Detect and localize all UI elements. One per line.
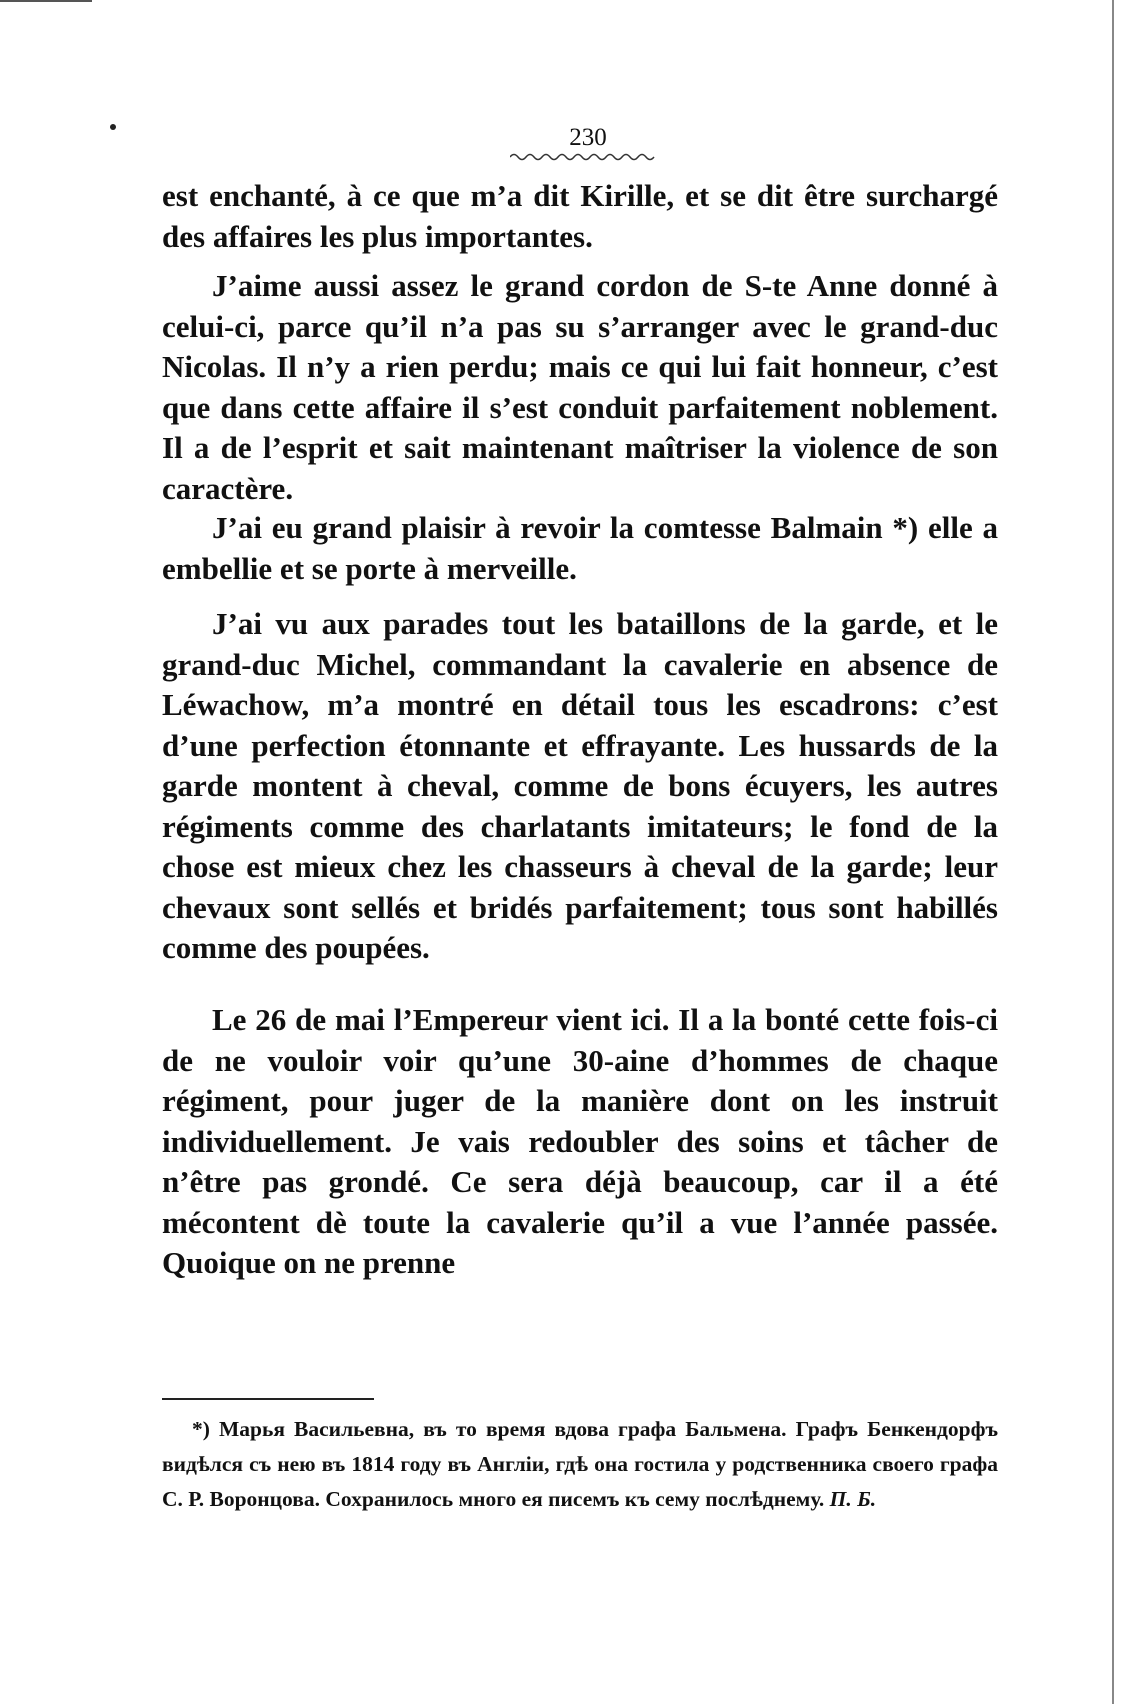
right-edge-rule	[1112, 0, 1114, 1704]
top-edge-rule	[0, 0, 92, 2]
footnote	[162, 1412, 998, 1517]
page-number-ornament	[510, 151, 660, 163]
footnote-text: *) Марья Васильевна, въ то время вдова графа Бальмена. Графъ Бенкендорфъ видѣлся съ нею въ 1814 году въ Англіи, гдѣ она гостила у родственника своего графа С. Р. Воронцова. Сохранилось много ея писемъ къ сему послѣднему.	[162, 1417, 998, 1511]
page-number: 230	[569, 124, 607, 151]
footnote-rule	[162, 1398, 374, 1400]
print-speck	[110, 124, 116, 130]
paragraph-balmain: J’ai eu grand plaisir à revoir la comtesse Balmain *) elle a embellie et se porte à merveille.	[162, 510, 998, 586]
paragraph-emperor: Le 26 de mai l’Empereur vient ici. Il a la bonté cette fois-ci de ne vouloir voir qu’une 30-aine d’hommes de chaque régiment, pour juger de la manière dont on les instruit individuellement. Je vais redoubler des soins et tâcher de n’être pas grondé. Ce sera déjà beaucoup, car il a été mécontent dè toute la cavalerie qu’il a vue l’année passée. Quoique on ne prenne	[162, 1002, 998, 1280]
paragraph-cordon: J’aime aussi assez le grand cordon de S-te Anne donné à celui-ci, parce qu’il n’a pas su s’arranger avec le grand-duc Nicolas. Il n’y a rien perdu; mais ce qui lui fait honneur, c’est que dans cette affaire il s’est conduit parfaitement noblement. Il a de l’esprit et sait maintenant maîtriser la violence de son caractère.	[162, 268, 998, 506]
paragraph-parades: J’ai vu aux parades tout les bataillons de la garde, et le grand-duc Michel, commandant la cavalerie en absence de Léwachow, m’a montré en détail tous les escadrons: c’est d’une perfection étonnante et effrayante. Les hussards de la garde montent à cheval, comme de bons écuyers, les autres régiments comme des charlatants imitateurs; le fond de la chose est mieux chez les chasseurs à cheval de la garde; leur chevaux sont sellés et bridés parfaitement; tous sont habillés comme des poupées.	[162, 606, 998, 965]
paragraph-continuation: est enchanté, à ce que m’a dit Kirille, et se dit être surchargé des affaires les plus importantes.	[162, 178, 998, 254]
footnote-initials: П. Б.	[829, 1487, 877, 1511]
